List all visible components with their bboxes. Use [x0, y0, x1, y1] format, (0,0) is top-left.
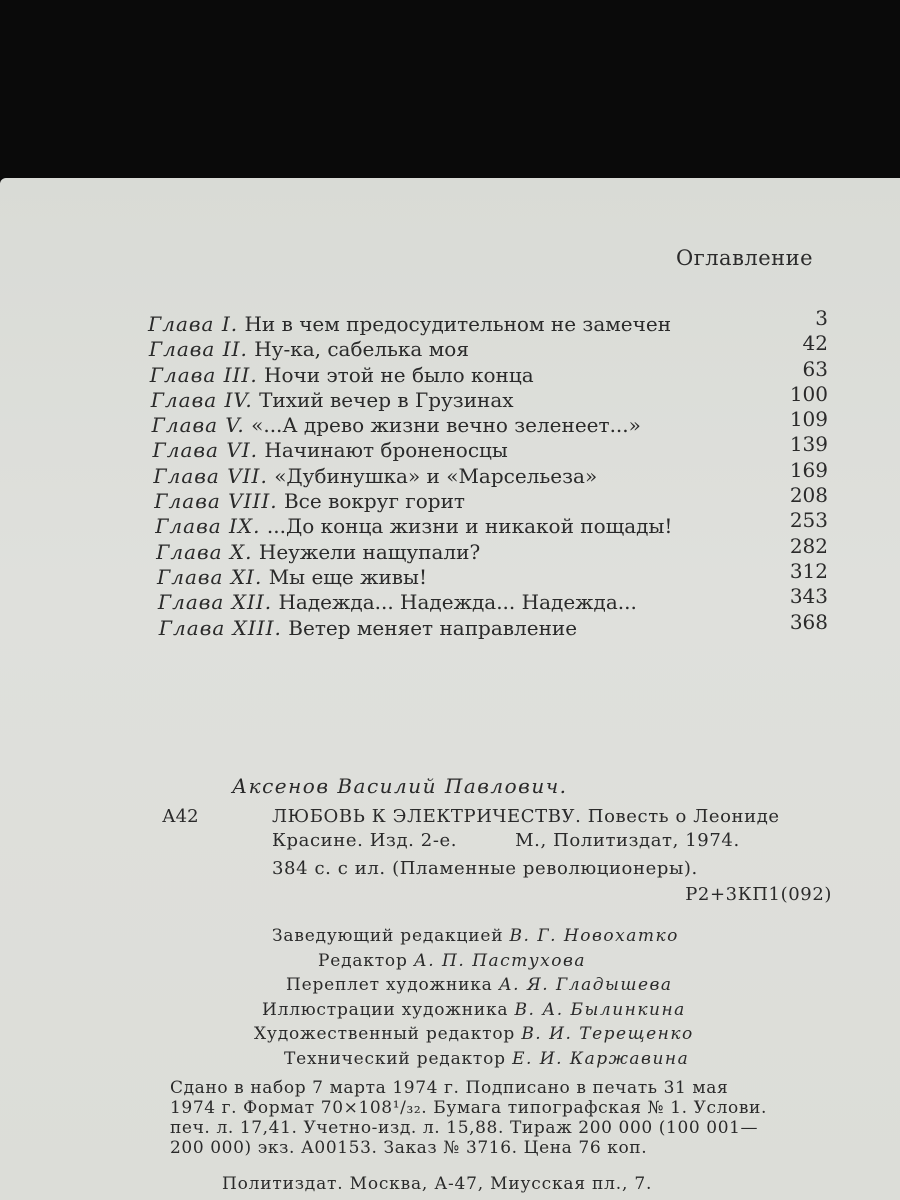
staff-credit	[284, 1049, 689, 1069]
toc-chapter-title: Ни в чем предосудительном не замечен	[244, 312, 672, 336]
staff-credit	[262, 1000, 686, 1020]
catalog-code: А42	[162, 806, 199, 827]
toc-chapter-title: Ветер меняет направление	[288, 615, 578, 640]
catalog-title-line: ЛЮБОВЬ К ЭЛЕКТРИЧЕСТВУ. Повесть о Леониде	[272, 806, 780, 827]
toc-page-number: 42	[802, 331, 828, 356]
toc-page-number: 63	[802, 356, 828, 381]
toc-chapter-title: ...До конца жизни и никакой пощады!	[266, 514, 673, 539]
toc-chapter-number: Глава VIII.	[154, 489, 278, 514]
catalog-publisher: М., Политиздат, 1974.	[515, 830, 740, 851]
toc-chapter-number: Глава III.	[149, 362, 258, 387]
staff-name: Е. И. Каржавина	[512, 1048, 690, 1069]
toc-chapter-title: Неужели нащупали?	[258, 539, 481, 564]
toc-item	[148, 432, 828, 463]
toc-page-number: 343	[789, 584, 828, 609]
catalog-edition: Красине. Изд. 2-е.	[272, 830, 458, 851]
toc-chapter-number: Глава VII.	[153, 463, 268, 488]
staff-name: А. П. Пастухова	[413, 950, 587, 971]
staff-role: Художественный редактор	[254, 1024, 516, 1044]
staff-credit	[318, 951, 586, 971]
toc-page-number: 208	[789, 483, 828, 508]
toc-page-number: 169	[789, 457, 828, 482]
imprint-line: печ. л. 17,41. Учетно-изд. л. 15,88. Тираж 200 000 (100 001—	[170, 1118, 759, 1138]
book-page	[0, 178, 900, 1200]
staff-credit	[272, 926, 679, 946]
staff-credit	[254, 1024, 694, 1044]
toc-item	[148, 457, 828, 489]
toc-chapter-number: Глава I.	[148, 312, 239, 336]
toc-page-number: 282	[789, 533, 828, 558]
toc-chapter-number: Глава X.	[156, 539, 253, 564]
toc-chapter-number: Глава XII.	[157, 590, 273, 615]
imprint-line: 1974 г. Формат 70×108¹/₃₂. Бумага типографская № 1. Услови.	[170, 1098, 767, 1118]
toc-chapter-number: Глава XIII.	[158, 615, 282, 640]
imprint-block	[170, 1078, 846, 1158]
staff-role: Заведующий редакцией	[272, 926, 504, 946]
toc-chapter-title: Начинают броненосцы	[264, 438, 508, 463]
toc-item	[148, 306, 828, 337]
staff-credit	[286, 975, 673, 995]
toc-item	[148, 483, 828, 514]
imprint-line: Сдано в набор 7 марта 1974 г. Подписано в печать 31 мая	[170, 1078, 729, 1098]
toc-chapter-number: Глава IV.	[150, 387, 253, 412]
toc-page-number: 368	[789, 609, 828, 634]
toc-item	[148, 533, 828, 565]
toc-page-number: 3	[815, 306, 828, 330]
staff-role: Технический редактор	[284, 1048, 506, 1069]
staff-name: В. Г. Новохатко	[509, 926, 679, 946]
toc-chapter-number: Глава XI.	[157, 564, 263, 589]
staff-name: А. Я. Гладышева	[498, 975, 673, 995]
staff-role: Переплет художника	[286, 975, 493, 995]
toc-item	[148, 356, 828, 388]
toc-page-number: 139	[789, 432, 828, 457]
staff-name: В. И. Терещенко	[521, 1024, 694, 1044]
catalog-author: Аксенов Василий Павлович.	[232, 774, 568, 798]
imprint-line: 200 000) экз. А00153. Заказ № 3716. Цена 76 коп.	[170, 1138, 648, 1158]
toc-item	[148, 331, 828, 362]
toc-chapter-title: Тихий вечер в Грузинах	[259, 387, 514, 412]
toc-chapter-number: Глава V.	[151, 413, 245, 438]
publisher-address: Политиздат. Москва, А-47, Миусская пл., 7.	[222, 1174, 653, 1194]
toc-chapter-title: Все вокруг горит	[283, 489, 465, 514]
toc-page-number: 253	[789, 508, 828, 533]
toc-chapter-title: «Дубинушка» и «Марсельеза»	[274, 463, 598, 488]
toc-item	[148, 407, 828, 438]
catalog-pages-line: 384 с. с ил. (Пламенные революционеры).	[272, 858, 698, 879]
toc-chapter-number: Глава II.	[148, 337, 248, 362]
toc-chapter-number: Глава IX.	[155, 514, 261, 539]
toc-item	[148, 584, 828, 615]
toc-chapter-title: Ну-ка, сабелька моя	[254, 337, 469, 362]
catalog-edition-line	[272, 830, 740, 851]
toc-item	[148, 609, 828, 641]
toc-chapter-title: Мы еще живы!	[268, 564, 428, 589]
toc-page-number: 109	[789, 407, 828, 432]
toc-chapter-number: Глава VI.	[152, 438, 259, 463]
staff-role: Иллюстрации художника	[262, 999, 509, 1020]
toc-heading: Оглавление	[676, 246, 814, 270]
staff-name: В. А. Былинкина	[514, 999, 686, 1020]
toc-page-number: 312	[789, 558, 828, 583]
toc-chapter-title: «...А древо жизни вечно зеленеет...»	[251, 413, 641, 438]
toc-chapter-title: Надежда... Надежда... Надежда...	[278, 590, 637, 615]
toc-item	[148, 381, 828, 413]
toc-page-number: 100	[789, 381, 828, 406]
toc-item	[148, 508, 828, 539]
catalog-udk: Р2+3КП1(092)	[685, 884, 832, 905]
toc-item	[148, 558, 828, 590]
toc-chapter-title: Ночи этой не было конца	[264, 362, 534, 387]
table-of-contents	[148, 306, 828, 641]
staff-role: Редактор	[318, 950, 408, 971]
